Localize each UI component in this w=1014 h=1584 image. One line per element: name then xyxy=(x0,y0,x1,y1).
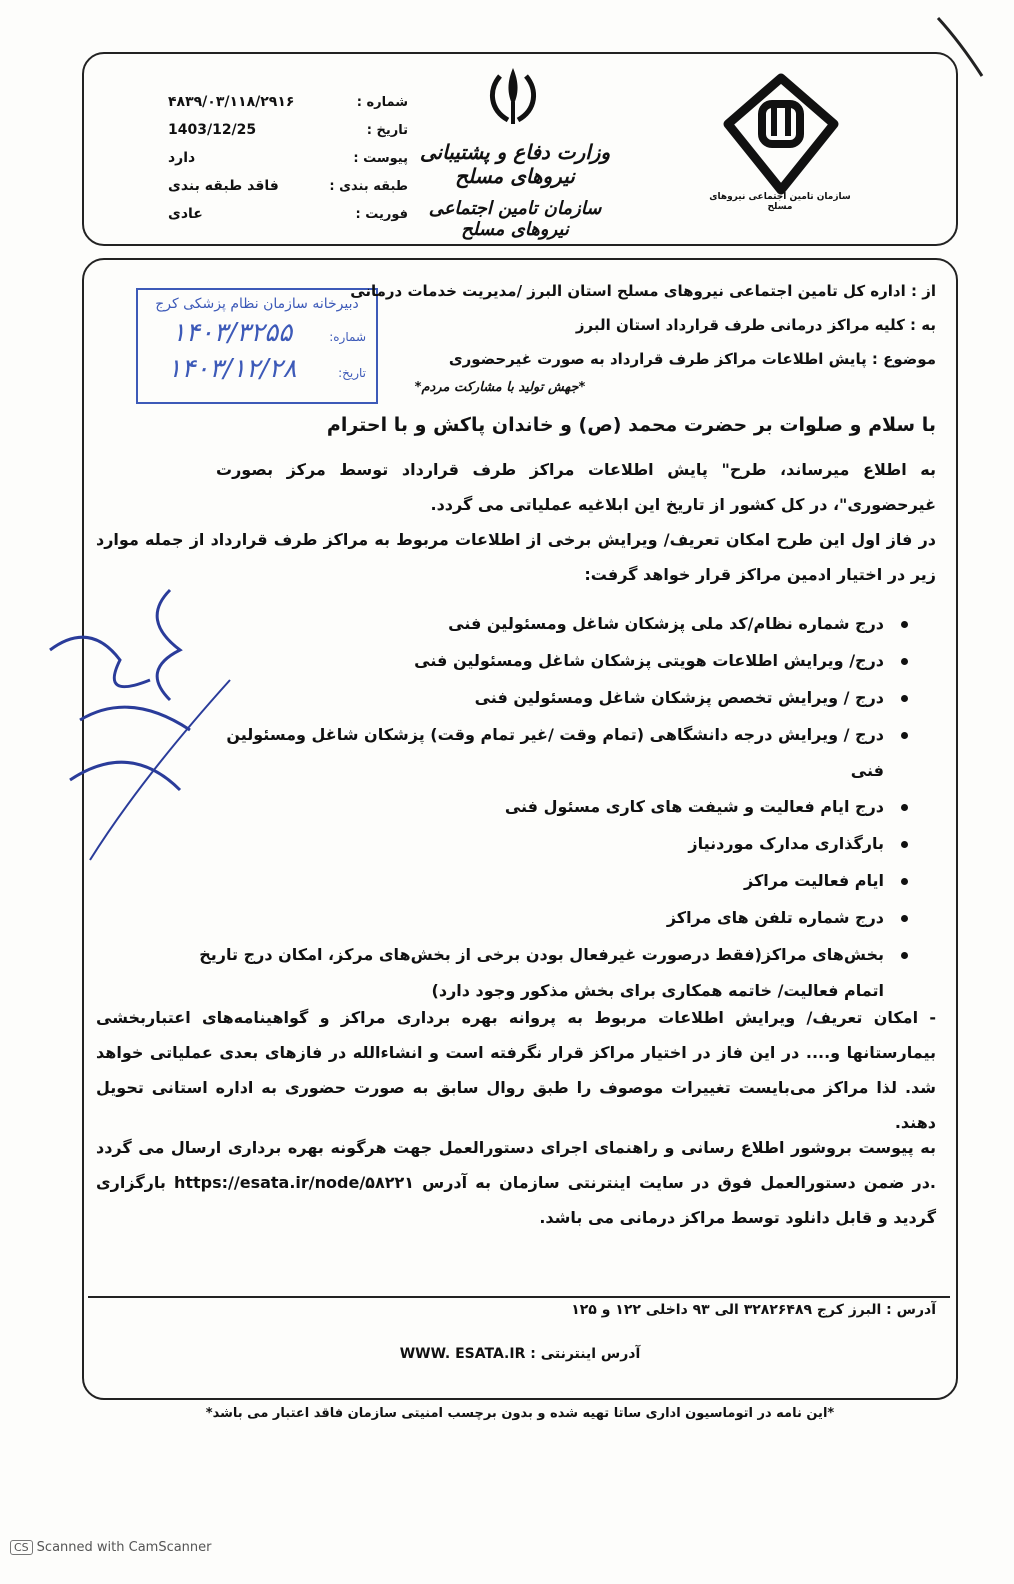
list-item: درج شماره نظام/کد ملی پزشکان شاغل ومسئولین فنی xyxy=(194,606,914,643)
list-item: درج ایام فعالیت و شیفت های کاری مسئول فنی xyxy=(194,789,914,826)
footer-address: آدرس : البرز کرج ۳۲۸۲۶۴۸۹ الی ۹۳ داخلی ۱۲۲ و ۱۲۵ xyxy=(571,1302,936,1318)
meta-date-row xyxy=(168,116,408,144)
list-item: درج / ویرایش درجه دانشگاهی (تمام وقت /غیر تمام وقت) پزشکان شاغل ومسئولین فنی xyxy=(194,717,914,789)
footer-disclaimer: *این نامه در اتوماسیون اداری ساتا تهیه شده و بدون برچسب امنیتی سازمان فاقد اعتبار می باشد* xyxy=(205,1406,835,1421)
greeting: با سلام و صلوات بر حضرت محمد (ص) و خاندان پاکش و با احترام xyxy=(326,414,936,436)
paragraph-not-included: - امکان تعریف/ ویرایش اطلاعات مربوط به پروانه بهره برداری مراکز و گواهینامه‌های اعتباربخشی بیمارستانها و.... در این فاز در اختیار مراکز قرار نگرفته است و انشاءالله در فازهای بعدی عملیاتی خواهد شد. لذا مراکز می‌بایست تغییرات موصوف را طبق روال سابق به صورت حضوری به اداره استانی تحویل دهند. xyxy=(96,1008,936,1132)
website-link[interactable]: WWW. ESATA.IR xyxy=(399,1346,526,1362)
letter-from: از : اداره کل تامین اجتماعی نیروهای مسلح استان البرز /مدیریت خدمات درمانی xyxy=(350,282,936,300)
meta-priority-row xyxy=(168,200,408,228)
list-item: ایام فعالیت مراکز xyxy=(194,863,914,900)
feature-list xyxy=(194,606,914,1009)
organization-name: سازمان تامین اجتماعی نیروهای مسلح xyxy=(428,198,602,240)
stamp-number-value: ۱۴۰۳/۳۲۵۵ xyxy=(171,318,293,348)
paragraph-attachment: به پیوست بروشور اطلاع رسانی و راهنمای اجرای دستورالعمل جهت هرگونه بهره برداری ارسال می گردد .در ضمن دستورالعمل فوق در سایت اینترنتی سازمان به آدرس https://esata.ir/node/۵۸۲۲۱ بارگزاری گردید و قابل دانلود توسط مراکز درمانی می باشد. xyxy=(96,1138,936,1227)
handwritten-annotation xyxy=(20,580,240,880)
meta-label: پیوست : xyxy=(353,150,408,166)
meta-value: ۴۸۳۹/۰۳/۱۱۸/۲۹۱۶ xyxy=(168,94,295,110)
slogan: *جهش تولید با مشارکت مردم* xyxy=(414,380,586,395)
meta-label: تاریخ : xyxy=(366,122,408,138)
ministry-name: وزارت دفاع و پشتیبانی نیروهای مسلح xyxy=(419,140,611,188)
scanner-watermark xyxy=(10,1540,212,1555)
stamp-date-label: تاریخ: xyxy=(338,366,366,380)
website-label: آدرس اینترنتی : xyxy=(530,1346,641,1362)
meta-value: عادی xyxy=(168,206,203,222)
footer-divider xyxy=(88,1296,950,1298)
logo-caption: سازمان تامین اجتماعی نیروهای مسلح xyxy=(709,192,851,212)
organization-logo-icon xyxy=(716,72,846,202)
camscanner-icon: CS xyxy=(10,1540,33,1555)
paragraph-phase-one: در فاز اول این طرح امکان تعریف/ ویرایش برخی از اطلاعات مربوط به مراکز طرف قرارداد از جمله موارد زیر در اختیار ادمین مراکز قرار خواهد گرفت: xyxy=(96,530,936,584)
meta-value: 1403/12/25 xyxy=(168,122,257,138)
list-item: درج/ ویرایش اطلاعات هویتی پزشکان شاغل ومسئولین فنی xyxy=(194,643,914,680)
national-emblem-icon xyxy=(478,62,548,130)
letter-to: به : کلیه مراکز درمانی طرف قرارداد استان البرز xyxy=(575,316,936,334)
list-item: بارگذاری مدارک موردنیاز xyxy=(194,826,914,863)
meta-attachment-row xyxy=(168,144,408,172)
list-item: درج شماره تلفن های مراکز xyxy=(194,900,914,937)
registration-stamp xyxy=(136,288,378,404)
paragraph-intro: به اطلاع میرساند، طرح" پایش اطلاعات مراکز طرف قرارداد توسط مرکز بصورت غیرحضوری"، در کل کشور از تاریخ این ابلاغیه عملیاتی می گردد. xyxy=(216,460,936,514)
meta-value: فاقد طبقه بندی xyxy=(168,178,279,194)
letter-subject: موضوع : پایش اطلاعات مراکز طرف قرارداد به صورت غیرحضوری xyxy=(448,350,936,368)
meta-value: دارد xyxy=(168,150,196,166)
stamp-number-row xyxy=(138,318,376,348)
footer-website xyxy=(390,1346,650,1362)
stamp-date-row xyxy=(138,354,376,384)
meta-number-row xyxy=(168,88,408,116)
scanner-text: Scanned with CamScanner xyxy=(36,1540,212,1555)
list-item: بخش‌های مراکز(فقط درصورت غیرفعال بودن برخی از بخش‌های مرکز، امکان درج تاریخ اتمام فعالیت/ خاتمه همکاری برای بخش مذکور وجود دارد) xyxy=(194,937,914,1009)
list-item: درج / ویرایش تخصص پزشکان شاغل ومسئولین فنی xyxy=(194,680,914,717)
meta-label: فوریت : xyxy=(355,206,408,222)
meta-label: شماره : xyxy=(356,94,408,110)
stamp-title: دبیرخانه سازمان نظام پزشکی کرج xyxy=(155,296,359,312)
meta-classification-row xyxy=(168,172,408,200)
stamp-date-value: ۱۴۰۳/۱۲/۲۸ xyxy=(167,354,297,384)
meta-label: طبقه بندی : xyxy=(329,178,408,194)
letter-metadata xyxy=(168,88,408,228)
stamp-number-label: شماره: xyxy=(329,330,366,344)
